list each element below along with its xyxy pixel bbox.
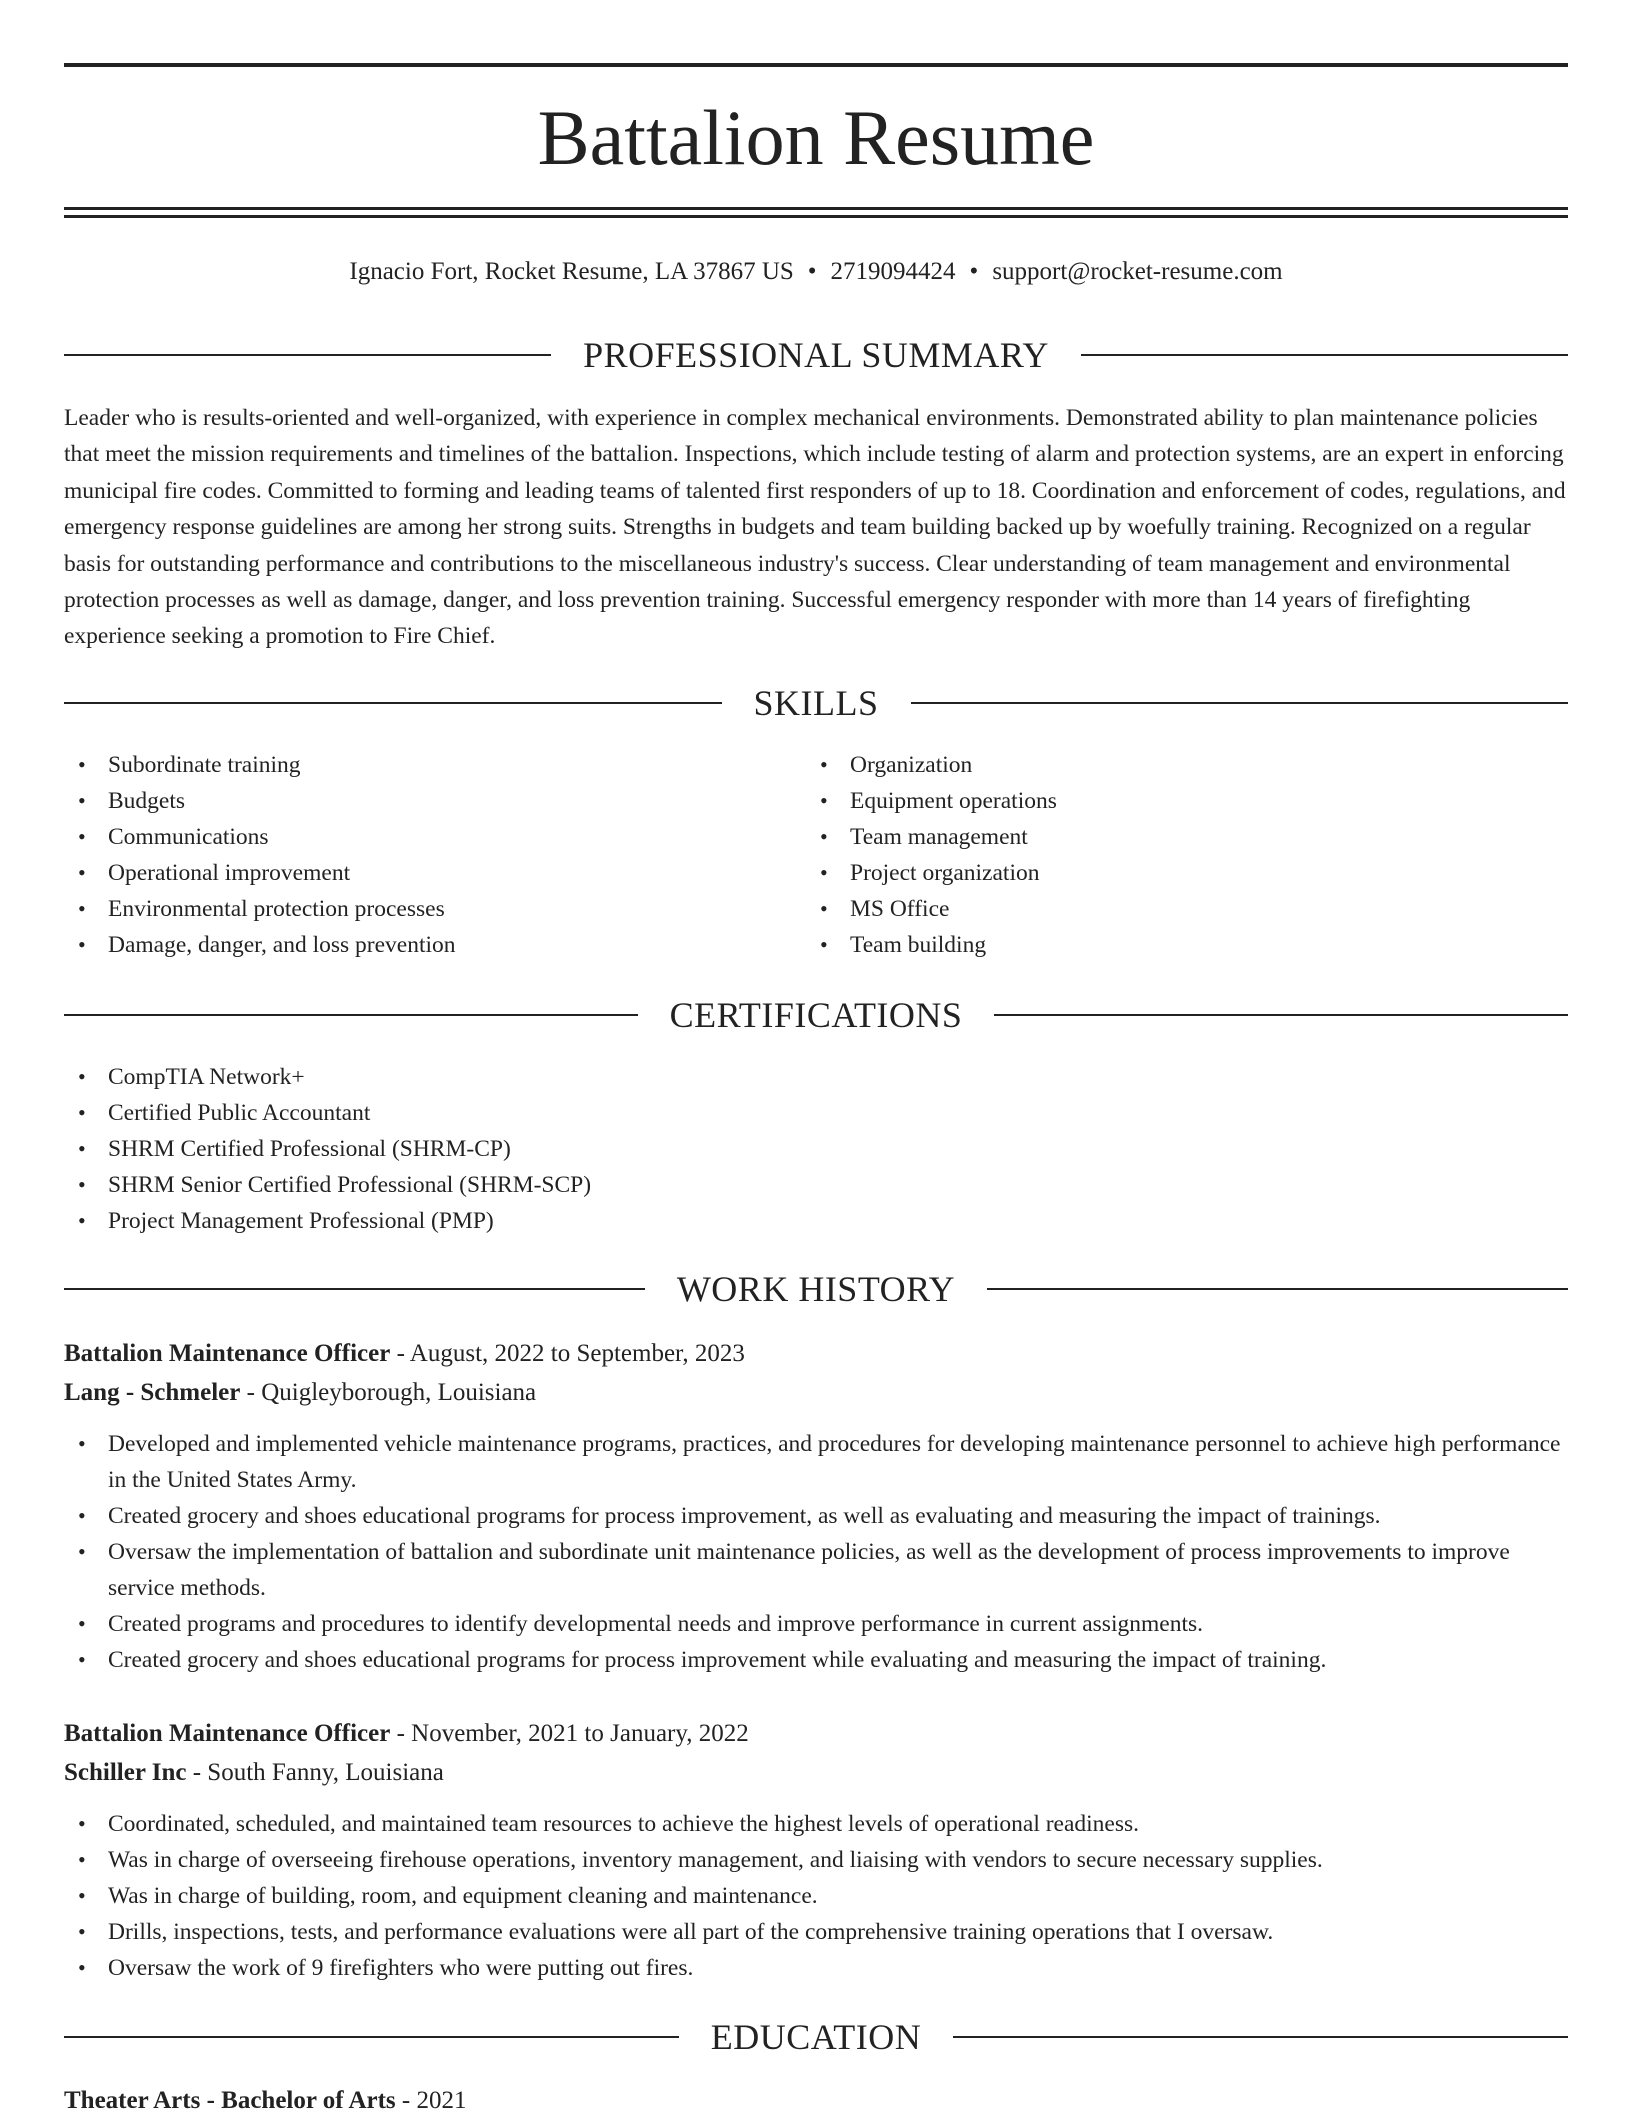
- resume-title: Battalion Resume: [537, 94, 1095, 181]
- dash: -: [390, 1340, 410, 1367]
- job-bullet: • Oversaw the implementation of battalion and subordinate unit maintenance policies, as well as the development of process improvements to improve service methods.: [64, 1534, 1568, 1606]
- skill-item: • Subordinate training: [64, 747, 764, 783]
- skill-item: • Damage, danger, and loss prevention: [64, 927, 764, 963]
- contact-separator: •: [969, 258, 979, 285]
- title-rule-upper: [64, 207, 1568, 210]
- section-rule: [64, 1288, 645, 1290]
- title-rule-lower: [64, 215, 1568, 218]
- summary-text: Leader who is results-oriented and well-organized, with experience in complex mechanical environments. Demonstrated ability to plan maintenance policies that meet the mission requirements and timelines of the battalion. Inspections, which include testing of alarm and protection systems, are an expert in enforcing municipal fire codes. Committed to forming and leading teams of talented first responders of up to 18. Coordination and enforcement of codes, regulations, and emergency response guidelines are among her strong suits. Strengths in budgets and team building backed up by woefully training. Recognized on a regular basis for outstanding performance and contributions to the miscellaneous industry's success. Clear understanding of team management and environmental protection processes as well as damage, danger, and loss prevention training. Successful emergency responder with more than 14 years of firefighting experience seeking a promotion to Fire Chief.: [64, 405, 1566, 650]
- work-history-section-header: [64, 1267, 1568, 1311]
- skill-item: • MS Office: [806, 891, 1506, 927]
- job-dates: November, 2021 to January, 2022: [411, 1720, 749, 1747]
- skills-heading: SKILLS: [753, 683, 879, 723]
- job-company-line: [64, 1753, 1568, 1792]
- dash: -: [390, 1720, 412, 1747]
- job-title-line: [64, 1334, 1568, 1373]
- job-bullet: • Created grocery and shoes educational programs for process improvement while evaluating and measuring the impact of training.: [64, 1642, 1568, 1678]
- section-rule: [987, 1288, 1568, 1290]
- certifications-list: [64, 1059, 1264, 1239]
- skills-section-header: [64, 681, 1568, 725]
- job-bullet: • Developed and implemented vehicle maintenance programs, practices, and procedures for developing maintenance personnel to achieve high performance in the United States Army.: [64, 1426, 1568, 1498]
- certification-item: • Certified Public Accountant: [64, 1095, 1264, 1131]
- contact-phone: 2719094424: [830, 258, 956, 285]
- education-degree: Theater Arts - Bachelor of Arts: [64, 2087, 396, 2114]
- skill-item: • Communications: [64, 819, 764, 855]
- skills-list-right: [806, 747, 1506, 963]
- education-entry: [64, 2081, 1568, 2120]
- section-rule: [64, 2036, 679, 2038]
- skill-item: • Budgets: [64, 783, 764, 819]
- job-bullet: • Oversaw the work of 9 firefighters who were putting out fires.: [64, 1950, 1568, 1986]
- section-rule: [911, 702, 1569, 704]
- dash: -: [186, 1759, 208, 1786]
- section-rule: [994, 1014, 1568, 1016]
- section-rule: [64, 354, 551, 356]
- section-rule: [953, 2036, 1568, 2038]
- skill-item: • Team building: [806, 927, 1506, 963]
- section-rule: [64, 1014, 638, 1016]
- education-year: 2021: [416, 2087, 467, 2114]
- summary-heading: PROFESSIONAL SUMMARY: [583, 335, 1049, 375]
- job-location: Quigleyborough, Louisiana: [261, 1379, 537, 1406]
- job-bullet: • Was in charge of building, room, and equipment cleaning and maintenance.: [64, 1878, 1568, 1914]
- certification-item: • Project Management Professional (PMP): [64, 1203, 1264, 1239]
- job-dates: August, 2022 to September, 2023: [409, 1340, 745, 1367]
- job-bullet: • Drills, inspections, tests, and performance evaluations were all part of the comprehensive training operations that I oversaw.: [64, 1914, 1568, 1950]
- skill-item: • Team management: [806, 819, 1506, 855]
- job-title: Battalion Maintenance Officer: [64, 1340, 391, 1367]
- education-heading: EDUCATION: [710, 2017, 922, 2057]
- skills-list-left: [64, 747, 764, 963]
- work-history-heading: WORK HISTORY: [676, 1269, 956, 1309]
- job-bullet: • Was in charge of overseeing firehouse operations, inventory management, and liaising with vendors to secure necessary supplies.: [64, 1842, 1568, 1878]
- section-rule: [1081, 354, 1568, 356]
- section-rule: [64, 702, 722, 704]
- education-section-header: [64, 2015, 1568, 2059]
- job-bullets: [64, 1426, 1568, 1678]
- certifications-heading: CERTIFICATIONS: [669, 995, 963, 1035]
- top-rule: [64, 63, 1568, 67]
- skill-item: • Organization: [806, 747, 1506, 783]
- contact-email: support@rocket-resume.com: [992, 258, 1283, 285]
- skill-item: • Operational improvement: [64, 855, 764, 891]
- job-bullet: • Created programs and procedures to identify developmental needs and improve performance in current assignments.: [64, 1606, 1568, 1642]
- job-company: Schiller Inc: [64, 1759, 187, 1786]
- job-company-line: [64, 1373, 1568, 1412]
- job-title: Battalion Maintenance Officer: [64, 1720, 391, 1747]
- dash: -: [240, 1379, 262, 1406]
- contact-line: [64, 254, 1568, 290]
- job-company: Lang - Schmeler: [64, 1379, 241, 1406]
- contact-separator: •: [807, 258, 817, 285]
- skill-item: • Equipment operations: [806, 783, 1506, 819]
- job-title-line: [64, 1714, 1568, 1753]
- dash: -: [395, 2087, 417, 2114]
- contact-address: Ignacio Fort, Rocket Resume, LA 37867 US: [349, 258, 794, 285]
- job-location: South Fanny, Louisiana: [207, 1759, 444, 1786]
- job-entry: [64, 1334, 1568, 1678]
- skill-item: • Project organization: [806, 855, 1506, 891]
- certification-item: • SHRM Senior Certified Professional (SHRM-SCP): [64, 1167, 1264, 1203]
- job-entry: [64, 1714, 1568, 1986]
- skill-item: • Environmental protection processes: [64, 891, 764, 927]
- certification-item: • SHRM Certified Professional (SHRM-CP): [64, 1131, 1264, 1167]
- job-bullets: [64, 1806, 1568, 1986]
- certifications-section-header: [64, 993, 1568, 1037]
- job-bullet: • Created grocery and shoes educational programs for process improvement, as well as evaluating and measuring the impact of trainings.: [64, 1498, 1568, 1534]
- summary-section-header: [64, 333, 1568, 377]
- certification-item: • CompTIA Network+: [64, 1059, 1264, 1095]
- job-bullet: • Coordinated, scheduled, and maintained team resources to achieve the highest levels of operational readiness.: [64, 1806, 1568, 1842]
